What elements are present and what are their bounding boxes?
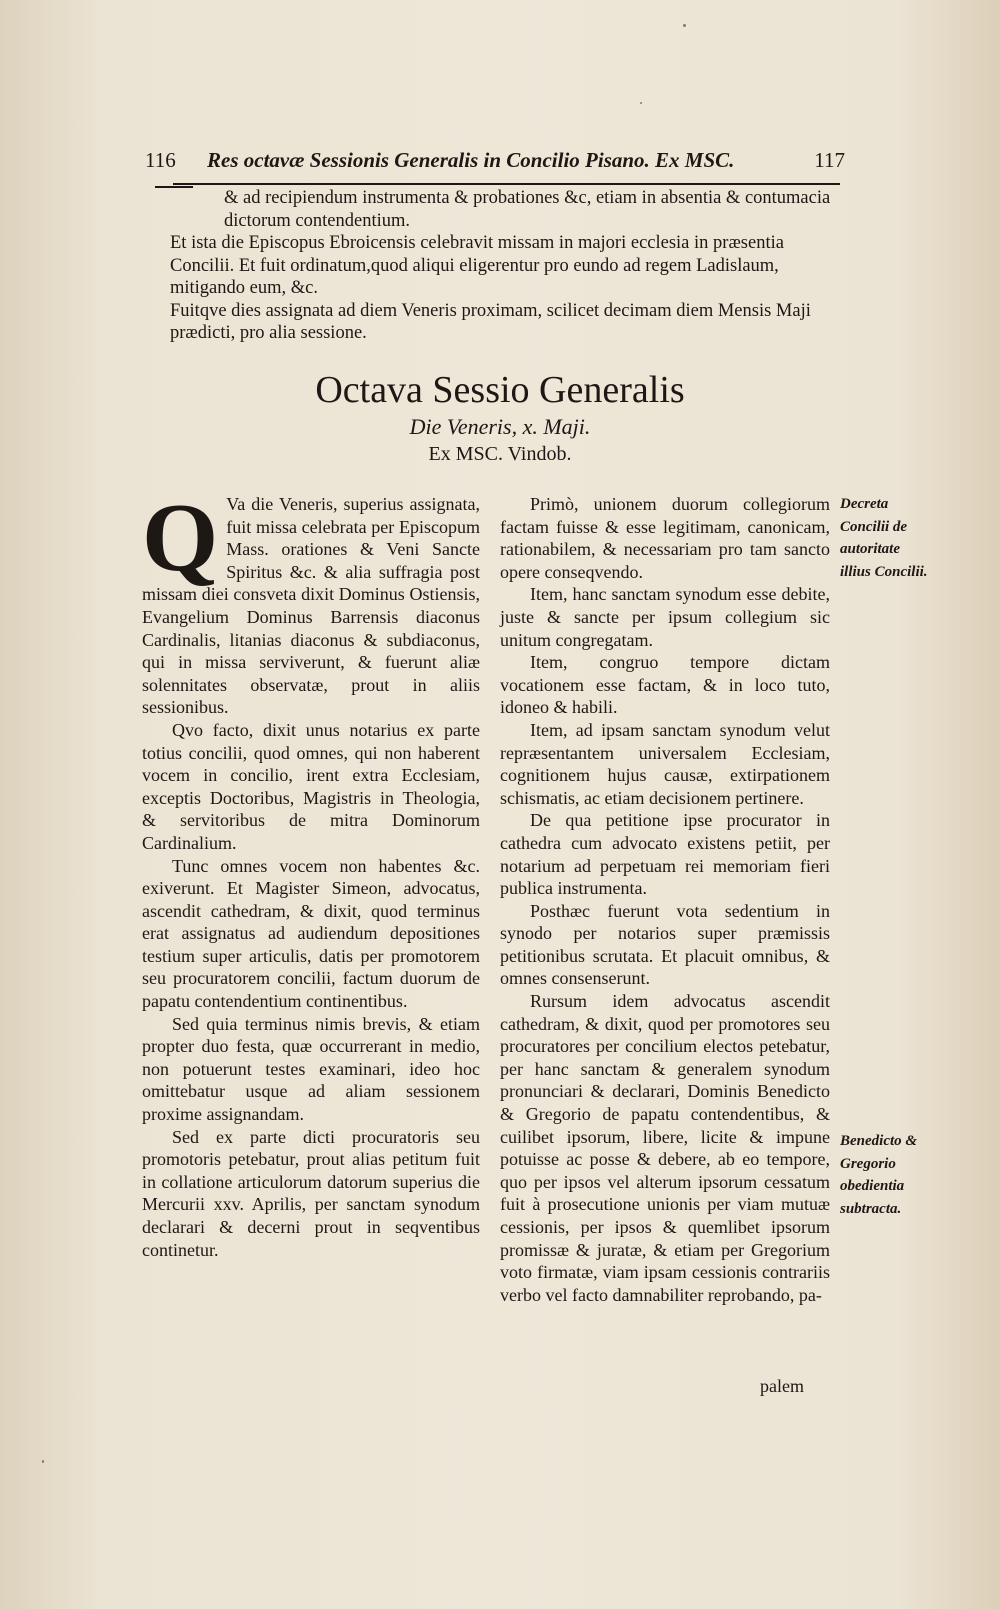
right-paragraph-5: De qua petitione ipse procurator in cathedra cum advocato existens petiit, per notarium ad perpetuam rei memoriam fieri publica instrumenta.	[500, 810, 830, 899]
left-paragraph-1: Va die Veneris, superius assignata, fuit missa celebrata per Episcopum Mass. orationes & Veni Sancte Spiritus &c. & alia suffragia post missam diei consveta dixit Dominus Ostiensis, Evangelium Dominus Barrensis diaconus Cardinalis, litanias diaconus & subdiaconus, qui in missa serviverunt, & fuerunt aliæ solennitates observatæ, prout in aliis sessionibus.	[142, 494, 480, 718]
left-paragraph-3: Tunc omnes vocem non habentes &c. exiverunt. Et Magister Simeon, advocatus, ascendit cathedram, & dixit, quod terminus erat assignatus ad audiendum depositiones testium super articulis, datis per promotorem seu procuratorem concilii, factum duorum de papatu contendentium continentibus.	[142, 855, 480, 1012]
top-block	[170, 187, 840, 345]
right-paragraph-1: Primò, unionem duorum collegiorum factam fuisse & esse legitimam, canonicam, rationabilem, & necessariam pro tam sancto opere conseqvendo.	[500, 494, 830, 582]
right-paragraph-2: Item, hanc sanctam synodum esse debite, juste & sancte per ipsum collegium sic unitum congregatam.	[500, 584, 830, 650]
top-paragraph-2: Et ista die Episcopus Ebroicensis celebravit missam in majori ecclesia in præsentia Concilii. Et fuit ordinatum,quod aliqui eligerentur pro eundo ad regem Ladislaum, mitigando eum, &c.	[170, 233, 784, 298]
header-rule	[173, 183, 840, 185]
top-paragraph-1: & ad recipiendum instrumenta & probationes &c, etiam in absentia & contumacia dictorum contendentium.	[224, 188, 831, 231]
ink-speck	[683, 24, 686, 27]
page-number-right: 117	[814, 148, 845, 172]
margin-note-1: Decreta Concilii de autoritate illius Concilii.	[840, 496, 928, 580]
section-source: Ex MSC. Vindob.	[428, 443, 572, 465]
drop-cap: Q	[142, 484, 219, 592]
right-paragraph-4: Item, ad ipsam sanctam synodum velut repræsentantem universalem Ecclesiam, cognitionem hujus causæ, extirpationem schismatis, ac etiam decisionem pertinere.	[500, 719, 830, 808]
top-paragraph-3: Fuitqve dies assignata ad diem Veneris proximam, scilicet decimam diem Mensis Maji prædicti, pro alia sessione.	[170, 300, 811, 343]
ink-speck	[42, 1460, 44, 1463]
left-paragraph-4: Sed quia terminus nimis brevis, & etiam propter duo festa, quæ occurrerant in medio, non potuerunt testes examinari, ideo hoc omittebatur usque ad aliam sessionem proxime assignandam.	[142, 1013, 480, 1125]
right-paragraph-7: Rursum idem advocatus ascendit cathedram, & dixit, quod per promotores seu procuratores per concilium electos petebatur, per hanc sanctam & generalem synodum pronunciari & declarari, Dominis Benedicto & Gregorio de papatu contendentibus, & cuilibet ipsorum, libere, licite & impune potuisse ac posse & debere, ab eo tempore, quo per ipsos vel alterum ipsorum cessatum fuit à prosecutione unionis per viam mutuæ cessionis, per ipsos & quemlibet ipsorum promissæ & juratæ, & etiam per Gregorium voto firmatæ, viam ipsam cessionis contrariis verbo vel facto damnabiliter reprobando, pa-	[500, 991, 830, 1305]
section-title: Octava Sessio Generalis	[315, 369, 685, 411]
left-column	[142, 484, 480, 1261]
right-paragraph-6: Posthæc fuerunt vota sedentium in synodo per notarios super præmissis petitionibus scrutata. Et placuit omnibus, & omnes consenserunt.	[500, 900, 830, 989]
margin-note-2: Benedicto & Gregorio obedientia subtracta.	[840, 1133, 918, 1217]
right-column	[500, 493, 830, 1306]
ink-speck	[640, 102, 642, 104]
page-number-left: 116	[145, 148, 176, 172]
right-paragraph-3: Item, congruo tempore dictam vocationem esse factam, & in loco tuto, idoneo & habili.	[500, 652, 830, 718]
running-header	[145, 148, 845, 178]
catchword: palem	[760, 1376, 804, 1396]
left-paragraph-5: Sed ex parte dicti procuratoris seu promotoris petebatur, prout alias petitum fuit in collatione articulorum datorum superius die Mercurii xxv. Aprilis, per sanctam synodum declarari & decerni prout in seqventibus continetur.	[142, 1126, 480, 1260]
left-paragraph-2: Qvo facto, dixit unus notarius ex parte totius concilii, quod omnes, qui non haberent vocem in concilio, irent extra Ecclesiam, exceptis Doctoribus, Magistris in Theologia, & servitoribus de mitra Dominorum Cardinalium.	[142, 719, 480, 853]
running-title: Res octavæ Sessionis Generalis in Concilio Pisano. Ex MSC.	[207, 148, 735, 172]
section-subtitle: Die Veneris, x. Maji.	[409, 414, 591, 439]
